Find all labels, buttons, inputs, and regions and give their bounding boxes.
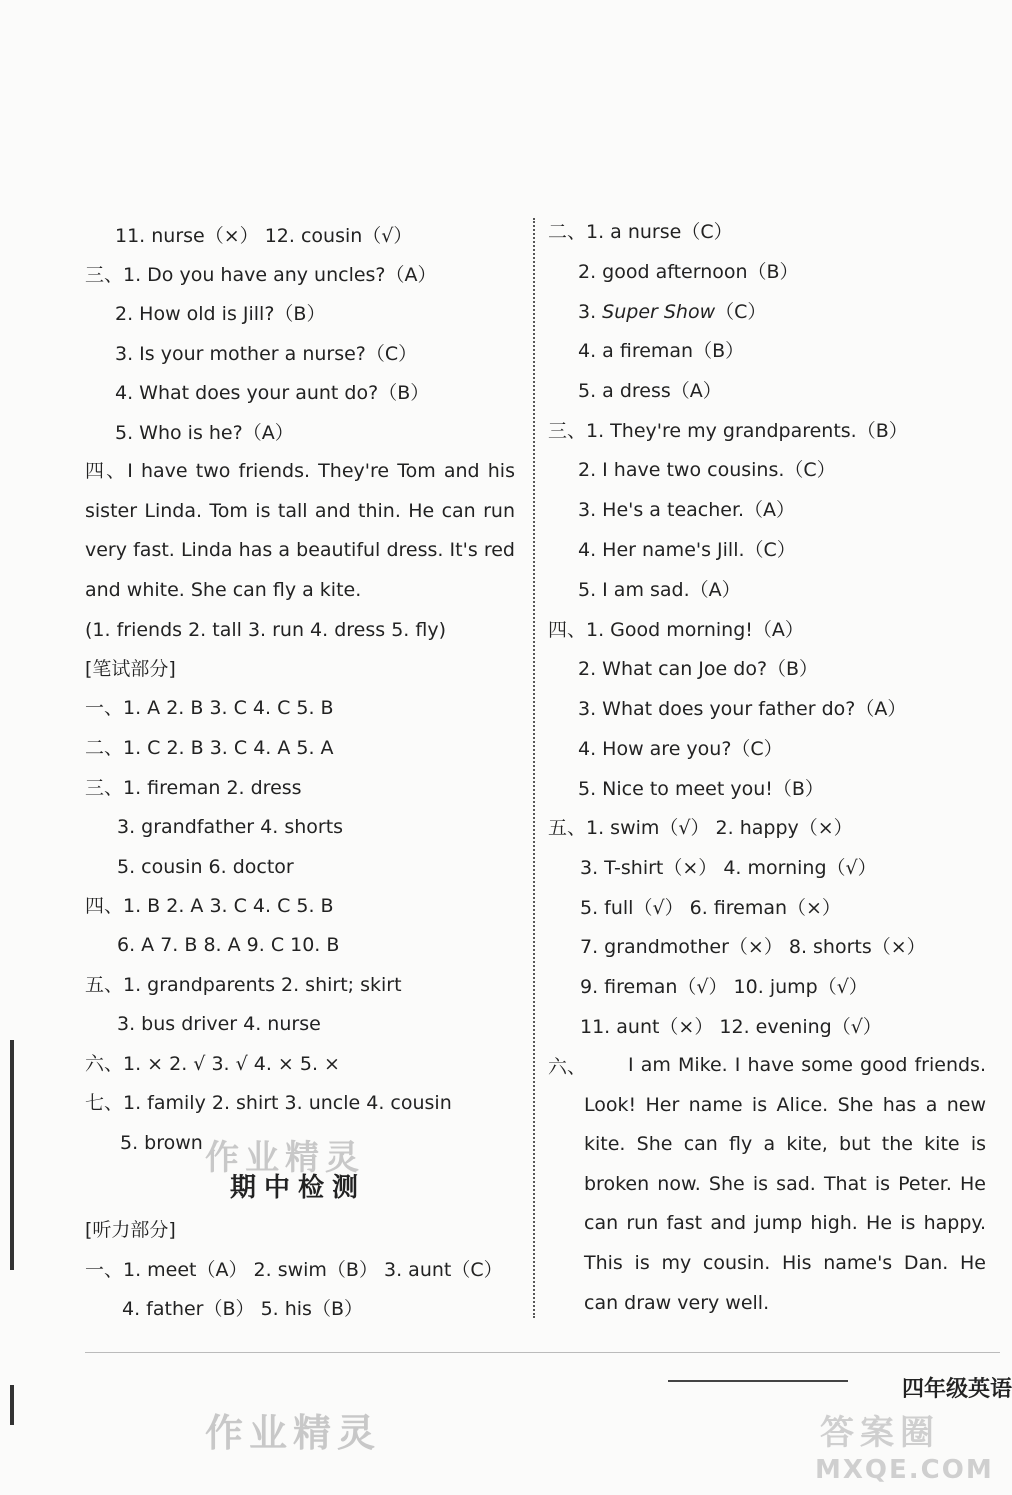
answer-line: 4. How are you?（C） [578, 738, 783, 760]
section-number: 六、 [548, 1056, 587, 1078]
answer-line: 3. He's a teacher.（A） [578, 499, 796, 521]
italic-title: Super Show [602, 301, 716, 323]
answer-line: 3. What does your father do?（A） [578, 698, 907, 720]
answer-line: 4. What does your aunt do?（B） [115, 382, 430, 404]
answer-line: 3. T-shirt（×） 4. morning（√） [580, 857, 877, 879]
footer-rule [668, 1380, 848, 1382]
answer-line: 三、1. fireman 2. dress [85, 777, 302, 799]
answer-line: 七、1. family 2. shirt 3. uncle 4. cousin [85, 1092, 452, 1114]
answer-line: (1. friends 2. tall 3. run 4. dress 5. fly) [85, 619, 446, 641]
answer-line [578, 300, 766, 324]
answer-line: 4. Her name's Jill.（C） [578, 539, 796, 561]
answer-line: 5. I am sad.（A） [578, 579, 741, 601]
binding-edge-mark [10, 1385, 14, 1425]
answer-line: 5. brown [120, 1132, 203, 1154]
answer-line: 二、1. C 2. B 3. C 4. A 5. A [85, 737, 334, 759]
section-label: [笔试部分] [85, 658, 176, 680]
answer-line: 5. Nice to meet you!（B） [578, 778, 824, 800]
watermark-text: 作业精灵 [205, 1138, 365, 1178]
answer-line: 四、1. B 2. A 3. C 4. C 5. B [85, 895, 334, 917]
answer-line: 2. I have two cousins.（C） [578, 459, 836, 481]
answer-line: 五、1. grandparents 2. shirt; skirt [85, 974, 402, 996]
answer-line: 11. aunt（×） 12. evening（√） [580, 1016, 882, 1038]
answer-line: 3. bus driver 4. nurse [117, 1013, 321, 1035]
watermark-text: MXQE.COM [815, 1455, 994, 1485]
answer-line: 11. nurse（×） 12. cousin（√） [115, 225, 413, 247]
bottom-rule [85, 1352, 1000, 1353]
section-heading: 期中检测 [230, 1173, 367, 1203]
answer-line: 2. good afternoon（B） [578, 261, 799, 283]
binding-edge-mark [10, 1040, 14, 1270]
answer-number: 3. [578, 301, 603, 323]
watermark-text: 作业精灵 [205, 1411, 382, 1455]
answer-line: 三、1. They're my grandparents.（B） [548, 420, 908, 442]
answer-line: 二、1. a nurse（C） [548, 221, 733, 243]
answer-line: 7. grandmother（×） 8. shorts（×） [580, 936, 926, 958]
answer-line: 5. cousin 6. doctor [117, 856, 294, 878]
answer-line: 9. fireman（√） 10. jump（√） [580, 976, 868, 998]
answer-line: 一、1. meet（A） 2. swim（B） 3. aunt（C） [85, 1259, 503, 1281]
answer-line: 三、1. Do you have any uncles?（A） [85, 264, 437, 286]
answer-line: 2. How old is Jill?（B） [115, 303, 326, 325]
answer-choice: （C） [715, 301, 767, 323]
passage-six: I am Mike. I have some good friends. Look! Her name is Alice. She has a new kite. She can fly a kite, but the kite is broken now. She is sad. That is Peter. He can run fast and jump high. He is happy. This is my cousin. His name's Dan. He can draw very well. [584, 1054, 986, 1314]
answer-line: 4. father（B） 5. his（B） [122, 1298, 363, 1320]
answer-line: 4. a fireman（B） [578, 340, 745, 362]
answer-line: 六、1. × 2. √ 3. √ 4. × 5. × [85, 1053, 340, 1075]
watermark-text: 答案圈 [820, 1413, 940, 1453]
answer-line: 五、1. swim（√） 2. happy（×） [548, 817, 853, 839]
answer-line: 6. A 7. B 8. A 9. C 10. B [117, 934, 340, 956]
section-label: [听力部分] [85, 1219, 176, 1241]
answer-line: 四、1. Good morning!（A） [548, 619, 804, 641]
answer-line: 5. full（√） 6. fireman（×） [580, 897, 841, 919]
answer-line: 5. Who is he?（A） [115, 422, 294, 444]
footer-title: 四年级英语 [902, 1377, 1012, 1402]
column-divider [533, 218, 535, 1318]
answer-line: 5. a dress（A） [578, 380, 722, 402]
passage-four: 四、I have two friends. They're Tom and his sister Linda. Tom is tall and thin. He can run very fast. Linda has a beautiful dress. It's red and white. She can fly a kite. [85, 460, 515, 601]
answer-line: 一、1. A 2. B 3. C 4. C 5. B [85, 697, 334, 719]
answer-line: 2. What can Joe do?（B） [578, 658, 819, 680]
answer-line: 3. Is your mother a nurse?（C） [115, 343, 418, 365]
answer-line: 3. grandfather 4. shorts [117, 816, 344, 838]
